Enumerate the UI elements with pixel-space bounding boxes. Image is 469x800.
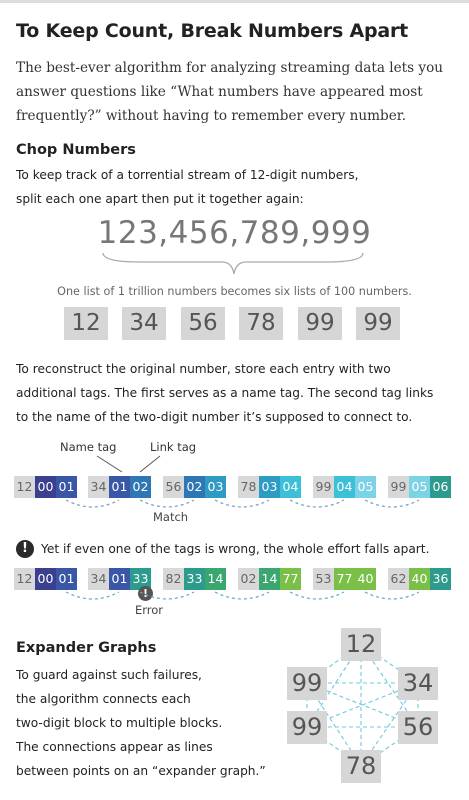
chop-heading: Chop Numbers [16, 142, 136, 158]
link-tag-cell: 03 [205, 476, 226, 498]
chop-text-line1: To keep track of a torrential stream of 12-digit numbers, [16, 168, 359, 182]
name-tag-cell: 77 [334, 568, 355, 590]
block-value: 12 [14, 568, 35, 590]
chunk-box: 99 [298, 307, 342, 340]
expander-line: two-digit block to multiple blocks. [16, 716, 223, 730]
link-arc [66, 592, 119, 599]
chunk-box: 78 [239, 307, 283, 340]
name-tag-cell: 04 [334, 476, 355, 498]
link-arc [140, 592, 194, 599]
error-label: Error [135, 603, 164, 617]
block-value: 62 [388, 568, 409, 590]
link-arc [290, 500, 344, 507]
error-icon: ! [138, 586, 153, 601]
graph-node: 99 [287, 667, 327, 700]
error-text: Yet if even one of the tags is wrong, the whole effort falls apart. [41, 542, 430, 556]
expander-line: the algorithm connects each [16, 692, 191, 706]
link-tag-cell: 36 [430, 568, 451, 590]
reconstruct-line3: to the name of the two-digit number it’s supposed to connect to. [16, 410, 413, 424]
split-caption: One list of 1 trillion numbers becomes six lists of 100 numbers. [57, 285, 412, 298]
tag-pointer [97, 456, 122, 472]
chunk-box: 56 [181, 307, 225, 340]
warning-icon: ! [16, 540, 34, 558]
reconstruct-line2: additional tags. The first serves as a name tag. The second tag links [16, 386, 434, 400]
link-tag-cell: 40 [355, 568, 376, 590]
block-value: 12 [14, 476, 35, 498]
block-value: 56 [163, 476, 184, 498]
block-value: 34 [88, 476, 109, 498]
link-arc [66, 500, 119, 507]
block-value: 53 [313, 568, 334, 590]
chunk-box: 99 [356, 307, 400, 340]
link-tag-cell: 05 [355, 476, 376, 498]
name-tag-cell: 02 [184, 476, 205, 498]
link-tag-cell: 06 [430, 476, 451, 498]
block-value: 02 [238, 568, 259, 590]
expander-line: To guard against such failures, [16, 668, 202, 682]
chunk-box: 34 [122, 307, 166, 340]
reconstruct-line1: To reconstruct the original number, store each entry with two [16, 362, 391, 376]
expander-line: between points on an “expander graph.” [16, 764, 266, 778]
name-tag-cell: 01 [109, 568, 130, 590]
graph-node: 34 [398, 667, 438, 700]
expander-heading: Expander Graphs [16, 640, 157, 656]
link-tag-cell: 01 [56, 476, 77, 498]
link-tag-cell: 01 [56, 568, 77, 590]
chop-text-line2: split each one apart then put it together again: [16, 192, 304, 206]
tag-pointer [140, 456, 160, 472]
block-value: 78 [238, 476, 259, 498]
match-label: Match [153, 510, 189, 524]
link-tag-cell: 33 [130, 568, 151, 590]
name-tag-cell: 05 [409, 476, 430, 498]
name-tag-cell: 03 [259, 476, 280, 498]
name-tag-label: Name tag [60, 440, 117, 454]
link-arc [290, 592, 344, 599]
chunk-box: 12 [64, 307, 108, 340]
block-value: 99 [388, 476, 409, 498]
big-number: 123,456,789,999 [97, 215, 372, 251]
link-arc [140, 500, 194, 507]
block-value: 82 [163, 568, 184, 590]
graph-node: 56 [398, 711, 438, 744]
link-arc [215, 592, 269, 599]
intro-paragraph: The best-ever algorithm for analyzing streaming data lets you answer questions like “What numbers have appeared most frequently?” without having to remember every number. [16, 60, 444, 124]
link-tag-cell: 04 [280, 476, 301, 498]
page-title: To Keep Count, Break Numbers Apart [16, 20, 409, 42]
name-tag-cell: 33 [184, 568, 205, 590]
expander-line: The connections appear as lines [16, 740, 213, 754]
graph-node: 99 [287, 711, 327, 744]
block-value: 99 [313, 476, 334, 498]
link-tag-cell: 14 [205, 568, 226, 590]
block-value: 34 [88, 568, 109, 590]
link-arc [365, 500, 419, 507]
name-tag-cell: 01 [109, 476, 130, 498]
graph-node: 12 [341, 628, 381, 661]
link-tag-label: Link tag [150, 440, 197, 454]
graph-node: 78 [341, 750, 381, 783]
link-tag-cell: 77 [280, 568, 301, 590]
name-tag-cell: 14 [259, 568, 280, 590]
name-tag-cell: 00 [35, 476, 56, 498]
link-arc [365, 592, 419, 599]
name-tag-cell: 40 [409, 568, 430, 590]
name-tag-cell: 00 [35, 568, 56, 590]
link-arc [215, 500, 269, 507]
link-tag-cell: 02 [130, 476, 151, 498]
